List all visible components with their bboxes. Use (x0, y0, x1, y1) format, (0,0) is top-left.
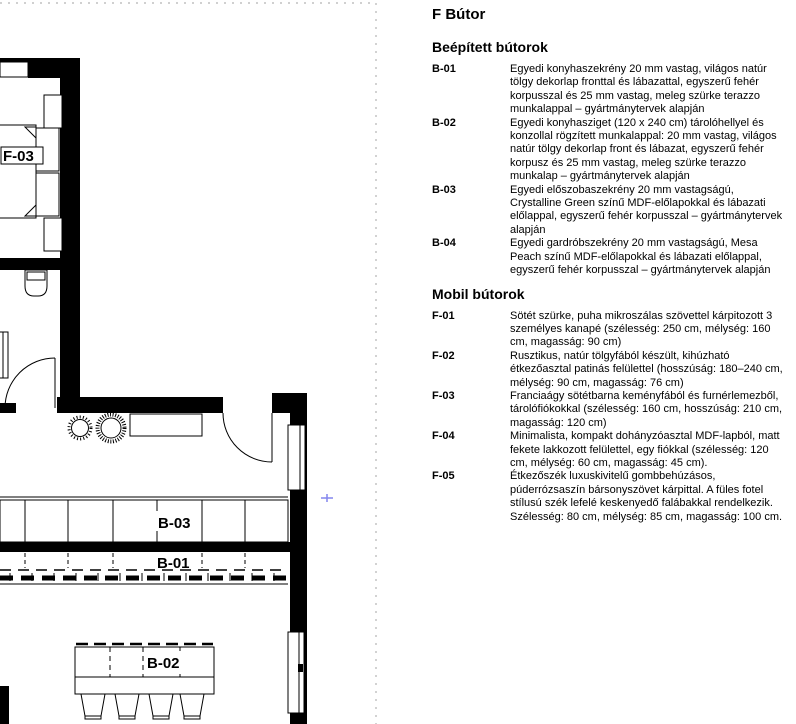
section-heading: Beépített bútorok (432, 39, 548, 55)
item-code: B-01 (432, 63, 456, 75)
item-description: Egyedi gardróbszekrény 20 mm vastagságú, Mesa Peach színű MDF-előlapokkal és lábazati előlappal, egyszerű fehér korpusszal – gyártmánytervek alapján (510, 237, 771, 277)
plant-icon (98, 415, 125, 442)
item-description: Franciaágy sötétbarna keményfából és furnérlemezből, tárolófiókokkal (szélesség: 160 cm, hosszúság: 210 cm, magasság: 120 cm) (510, 389, 783, 429)
spec-item (432, 117, 788, 184)
item-code: F-04 (432, 430, 455, 443)
kitchen-counter-row (0, 553, 288, 584)
stool (180, 694, 204, 719)
item-code: F-02 (432, 349, 455, 362)
bed-label: F-03 (3, 148, 34, 165)
spec-item-list (432, 310, 788, 525)
reference-cross-icon (321, 494, 333, 502)
section-built-in-furniture (432, 39, 788, 278)
item-code: F-01 (432, 309, 455, 322)
console-table (130, 414, 202, 436)
bed (0, 125, 59, 218)
spec-item (432, 310, 788, 350)
item-description: Rusztikus, natúr tölgyfából készült, kihúzható étkezőasztal patinás felülettel (hosszúság: 180–240 cm, mélység: 90 cm, magasság: 76 cm) (510, 349, 783, 389)
toilet (25, 270, 47, 296)
plant-icon (69, 417, 91, 439)
spec-item (432, 470, 788, 524)
window (288, 425, 305, 490)
spec-item (432, 430, 788, 470)
stool (149, 694, 173, 719)
section-mobile-furniture (432, 286, 788, 525)
entry-door (223, 413, 272, 462)
spec-item (432, 184, 788, 238)
nightstand (44, 218, 62, 251)
hall-cabinet-label: B-03 (158, 515, 191, 532)
item-description: Minimalista, kompakt dohányzóasztal MDF-lapból, matt fekete lakkozott felülettel, egy fiókkal (szélesség: 120 cm, mélység: 60 cm, magasság: 45 cm). (510, 430, 780, 469)
item-description: Sötét szürke, puha mikroszálas szövettel kárpitozott 3 személyes kanapé (szélesség: 250 cm, mélység: 160 cm, magasság: 90 cm) (510, 309, 773, 349)
item-code: B-04 (432, 237, 456, 250)
kitchen-island-label: B-02 (147, 655, 180, 672)
item-code: F-03 (432, 389, 455, 402)
spec-item (432, 390, 788, 430)
spec-item (432, 350, 788, 390)
floor-plan (0, 0, 380, 724)
stool (81, 694, 105, 719)
section-heading: Mobil bútorok (432, 285, 525, 302)
kitchen-counter-label: B-01 (157, 555, 190, 572)
spec-item (432, 63, 788, 117)
item-description: Egyedi konyhasziget (120 x 240 cm) tárolóhellyel és konzollal rögzített munkalappal: 20 mm vastag, világos natúr tölgy dekorlap front és lábazat, egyszerű fehér korpusz és 25 mm vastag, meleg szürke terazzo munkalap – gyártmánytervek alapján (510, 116, 777, 183)
spec-item-list (432, 63, 788, 278)
item-code: F-05 (432, 470, 455, 483)
hall-cabinet-row (0, 497, 288, 542)
nightstand (44, 95, 62, 128)
furniture-spec-panel (432, 5, 788, 524)
stool (115, 694, 139, 719)
item-code: B-03 (432, 183, 456, 196)
item-code: B-02 (432, 116, 456, 129)
kitchen-island (75, 644, 214, 694)
window (288, 632, 304, 713)
page-title: F Bútor (432, 6, 486, 23)
item-description: Egyedi előszobaszekrény 20 mm vastagságú, Crystalline Green színű MDF-előlapokkal és lábazati előlappal, egyszerű fehér korpusszal – gyártmánytervek alapján (510, 183, 783, 236)
spec-item (432, 237, 788, 277)
item-description: Egyedi konyhaszekrény 20 mm vastag, világos natúr tölgy dekorlap fronttal és lábazattal, egyszerű fehér korpusszal és 25 mm vastag, meleg szürke terazzo munkalappal – gyártmánytervek alapján (510, 63, 767, 116)
bathroom-door (5, 358, 55, 408)
item-description: Étkezőszék luxuskivitelű gombbehúzásos, púderrózsaszín bársonyszövet kárpittal. A füles fotel stílusú szék lefelé keskenyedő falábakkal rendelkezik. Szélesség: 80 cm, mélység: 85 cm, magasság: 100 cm. (510, 470, 783, 523)
radiator (0, 332, 8, 378)
